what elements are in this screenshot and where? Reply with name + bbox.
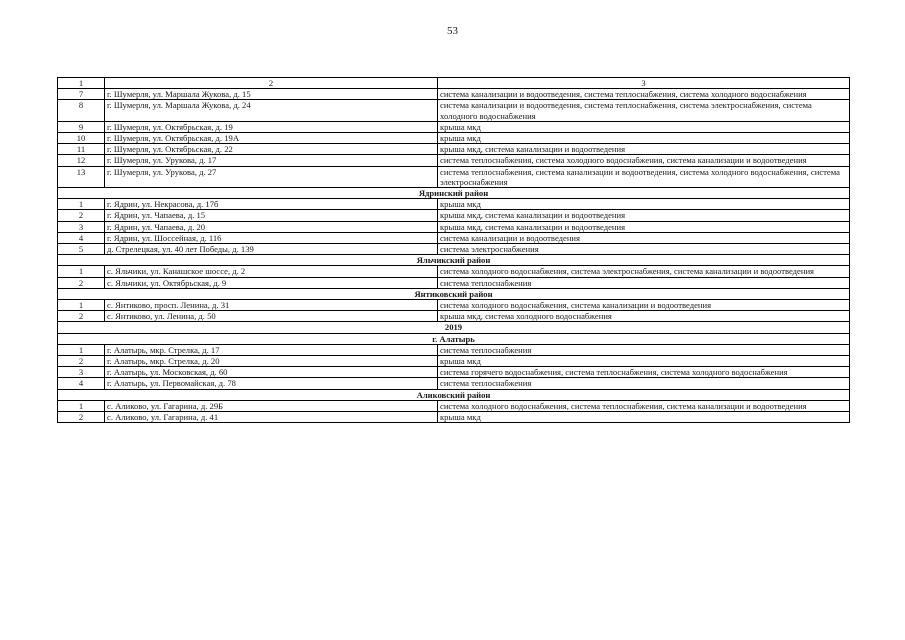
- table-row: [58, 166, 850, 187]
- section-title: Яльчикский район: [58, 255, 850, 266]
- row-address: г. Шумерля, ул. Маршала Жукова, д. 24: [105, 100, 438, 121]
- row-address: г. Алатырь, ул. Первомайская, д. 78: [105, 378, 438, 389]
- row-systems: крыша мкд: [438, 133, 850, 144]
- row-number: 1: [58, 400, 105, 411]
- row-systems: система теплоснабжения: [438, 344, 850, 355]
- row-number: 11: [58, 144, 105, 155]
- row-number: 1: [58, 266, 105, 277]
- table-body: [58, 78, 850, 423]
- row-systems: система электроснабжения: [438, 244, 850, 255]
- table-row: [58, 221, 850, 232]
- row-systems: система канализации и водоотведения, система теплоснабжения, система холодного водоснабжения: [438, 89, 850, 100]
- row-systems: крыша мкд, система канализации и водоотведения: [438, 221, 850, 232]
- row-number: 2: [58, 277, 105, 288]
- column-address-header: 2: [105, 78, 438, 89]
- section-title: Аликовский район: [58, 389, 850, 400]
- table-row: [58, 121, 850, 132]
- row-address: г. Ядрин, ул. Шоссейная, д. 116: [105, 232, 438, 243]
- row-systems: крыша мкд, система канализации и водоотведения: [438, 210, 850, 221]
- section-header-row: [58, 389, 850, 400]
- row-number: 12: [58, 155, 105, 166]
- row-address: с. Янтиково, просп. Ленина, д. 31: [105, 300, 438, 311]
- row-systems: крыша мкд: [438, 121, 850, 132]
- row-address: с. Янтиково, ул. Ленина, д. 50: [105, 311, 438, 322]
- table-row: [58, 378, 850, 389]
- row-systems: система горячего водоснабжения, система теплоснабжения, система холодного водоснабжения: [438, 367, 850, 378]
- table-row: [58, 311, 850, 322]
- table-row: [58, 155, 850, 166]
- row-address: г. Шумерля, ул. Октябрьская, д. 19: [105, 121, 438, 132]
- row-number: 10: [58, 133, 105, 144]
- row-systems: крыша мкд: [438, 412, 850, 423]
- section-title: Ядринский район: [58, 188, 850, 199]
- table-row: [58, 356, 850, 367]
- row-systems: крыша мкд: [438, 199, 850, 210]
- section-header-row: [58, 255, 850, 266]
- table-row: [58, 277, 850, 288]
- row-systems: крыша мкд, система холодного водоснабжения: [438, 311, 850, 322]
- row-systems: система теплоснабжения: [438, 277, 850, 288]
- row-number: 4: [58, 232, 105, 243]
- section-header-row: [58, 333, 850, 344]
- row-address: г. Шумерля, ул. Урукова, д. 27: [105, 166, 438, 187]
- row-address: г. Ядрин, ул. Некрасова, д. 17б: [105, 199, 438, 210]
- section-title: 2019: [58, 322, 850, 333]
- row-systems: система теплоснабжения, система холодного водоснабжения, система канализации и водоотведения: [438, 155, 850, 166]
- section-title: Янтиковский район: [58, 288, 850, 299]
- row-number: 3: [58, 221, 105, 232]
- row-address: с. Аликово, ул. Гагарина, д. 29Б: [105, 400, 438, 411]
- row-address: г. Ядрин, ул. Чапаева, д. 15: [105, 210, 438, 221]
- row-number: 1: [58, 300, 105, 311]
- row-number: 5: [58, 244, 105, 255]
- section-header-row: [58, 188, 850, 199]
- row-number: 4: [58, 378, 105, 389]
- row-number: 7: [58, 89, 105, 100]
- table-row: [58, 244, 850, 255]
- table-row: [58, 266, 850, 277]
- table-row: [58, 232, 850, 243]
- row-number: 1: [58, 344, 105, 355]
- row-number: 2: [58, 210, 105, 221]
- row-systems: система канализации и водоотведения, система теплоснабжения, система электроснабжения, система холодного водоснабжения: [438, 100, 850, 121]
- row-systems: система теплоснабжения, система канализации и водоотведения, система холодного водоснабжения, система электроснабжения: [438, 166, 850, 187]
- table-header-row: [58, 78, 850, 89]
- row-number: 2: [58, 412, 105, 423]
- table-row: [58, 89, 850, 100]
- table-row: [58, 367, 850, 378]
- row-address: с. Аликово, ул. Гагарина, д. 41: [105, 412, 438, 423]
- table-row: [58, 300, 850, 311]
- row-address: г. Шумерля, ул. Маршала Жукова, д. 15: [105, 89, 438, 100]
- row-number: 2: [58, 356, 105, 367]
- row-number: 2: [58, 311, 105, 322]
- row-address: г. Шумерля, ул. Октябрьская, д. 19А: [105, 133, 438, 144]
- column-number-header: 1: [58, 78, 105, 89]
- table-row: [58, 400, 850, 411]
- page-number: 53: [447, 25, 458, 37]
- row-address: с. Яльчики, ул. Октябрьская, д. 9: [105, 277, 438, 288]
- row-address: г. Алатырь, мкр. Стрелка, д. 20: [105, 356, 438, 367]
- row-systems: крыша мкд: [438, 356, 850, 367]
- section-header-row: [58, 288, 850, 299]
- row-number: 1: [58, 199, 105, 210]
- row-number: 3: [58, 367, 105, 378]
- row-address: г. Алатырь, ул. Московская, д. 60: [105, 367, 438, 378]
- row-address: г. Ядрин, ул. Чапаева, д. 20: [105, 221, 438, 232]
- table-row: [58, 144, 850, 155]
- table-row: [58, 344, 850, 355]
- row-systems: система холодного водоснабжения, система канализации и водоотведения: [438, 300, 850, 311]
- table-row: [58, 133, 850, 144]
- row-systems: система холодного водоснабжения, система теплоснабжения, система канализации и водоотведения: [438, 400, 850, 411]
- row-address: д. Стрелецкая, ул. 40 лет Победы, д. 139: [105, 244, 438, 255]
- row-number: 13: [58, 166, 105, 187]
- section-header-row: [58, 322, 850, 333]
- table-row: [58, 210, 850, 221]
- row-address: г. Шумерля, ул. Урукова, д. 17: [105, 155, 438, 166]
- table-row: [58, 100, 850, 121]
- row-systems: крыша мкд, система канализации и водоотведения: [438, 144, 850, 155]
- row-systems: система холодного водоснабжения, система электроснабжения, система канализации и водоотведения: [438, 266, 850, 277]
- row-number: 9: [58, 121, 105, 132]
- row-systems: система теплоснабжения: [438, 378, 850, 389]
- row-address: с. Яльчики, ул. Канашское шоссе, д. 2: [105, 266, 438, 277]
- row-number: 8: [58, 100, 105, 121]
- table-row: [58, 412, 850, 423]
- address-table: [57, 77, 850, 423]
- row-address: г. Алатырь, мкр. Стрелка, д. 17: [105, 344, 438, 355]
- row-address: г. Шумерля, ул. Октябрьская, д. 22: [105, 144, 438, 155]
- section-title: г. Алатырь: [58, 333, 850, 344]
- row-systems: система канализации и водоотведения: [438, 232, 850, 243]
- table-row: [58, 199, 850, 210]
- column-systems-header: 3: [438, 78, 850, 89]
